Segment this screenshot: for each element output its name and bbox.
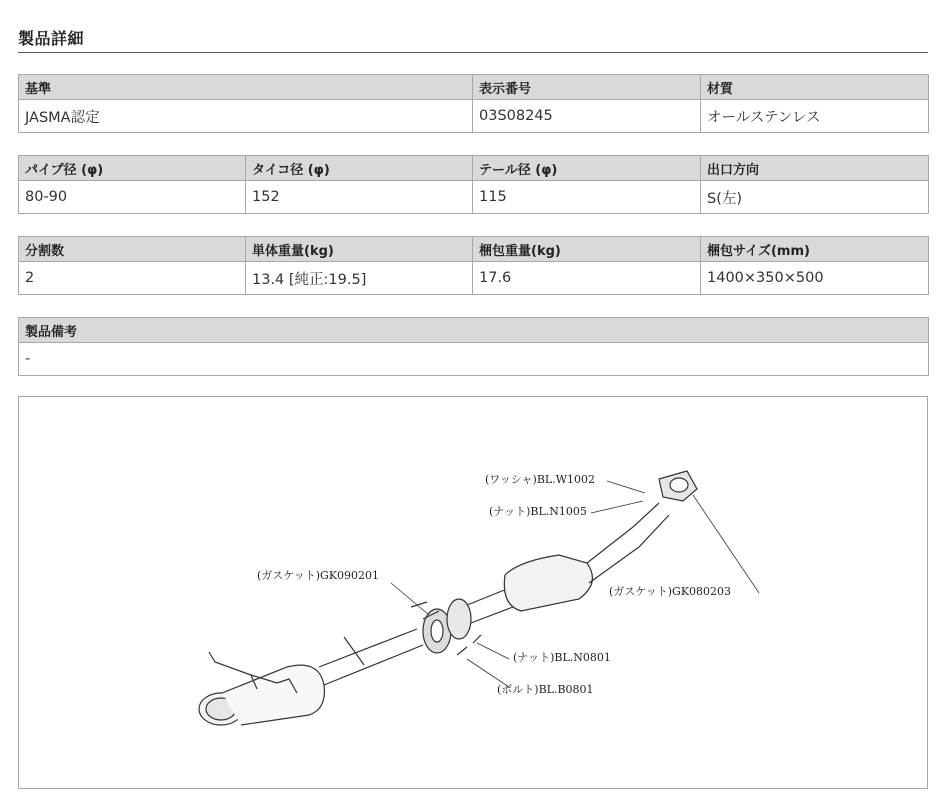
label-bolt: (ボルト)BL.B0801 (497, 683, 594, 696)
value-pipe-diameter: 80-90 (19, 181, 246, 214)
value-package-size: 1400×350×500 (701, 262, 929, 295)
label-gasket-right: (ガスケット)GK080203 (609, 585, 732, 598)
header-unit-weight: 単体重量(kg) (246, 237, 473, 262)
header-package-weight: 梱包重量(kg) (473, 237, 701, 262)
label-gasket-left: (ガスケット)GK090201 (257, 569, 380, 582)
value-silencer-diameter: 152 (246, 181, 473, 214)
value-remarks: - (19, 343, 929, 376)
spec-table-remarks (18, 317, 929, 376)
header-pipe-diameter: パイプ径 (φ) (19, 156, 246, 181)
value-package-weight: 17.6 (473, 262, 701, 295)
header-standard: 基準 (19, 75, 473, 100)
value-material: オールステンレス (701, 100, 929, 133)
header-display-number: 表示番号 (473, 75, 701, 100)
header-silencer-diameter: タイコ径 (φ) (246, 156, 473, 181)
table-header-row (19, 318, 929, 343)
leader-gasket-left (391, 583, 429, 615)
table-row (19, 181, 929, 214)
table-header-row (19, 237, 929, 262)
exhaust-diagram-drawing (19, 397, 927, 788)
value-display-number: 03S08245 (473, 100, 701, 133)
label-nut-top: (ナット)BL.N1005 (489, 505, 587, 518)
label-nut-bottom: (ナット)BL.N0801 (513, 651, 611, 664)
header-material: 材質 (701, 75, 929, 100)
left-flange-hole (431, 620, 443, 642)
value-standard: JASMA認定 (19, 100, 473, 133)
rear-pipe (319, 629, 423, 685)
header-exit-direction: 出口方向 (701, 156, 929, 181)
value-unit-weight: 13.4 [純正:19.5] (246, 262, 473, 295)
title-divider (18, 52, 928, 53)
spec-table-standard (18, 74, 929, 133)
rear-muffler (222, 665, 324, 725)
spec-table-dimensions (18, 155, 929, 214)
table-row (19, 262, 929, 295)
table-header-row (19, 75, 929, 100)
header-package-size: 梱包サイズ(mm) (701, 237, 929, 262)
table-row (19, 100, 929, 133)
table-header-row (19, 156, 929, 181)
leader-nut-top (591, 501, 643, 513)
header-split-count: 分割数 (19, 237, 246, 262)
leader-nut-bottom (477, 643, 509, 659)
spec-table-weights (18, 236, 929, 295)
front-flange-hole (670, 478, 688, 492)
header-remarks: 製品備考 (19, 318, 929, 343)
header-tail-diameter: テール径 (φ) (473, 156, 701, 181)
value-tail-diameter: 115 (473, 181, 701, 214)
label-washer: (ワッシャ)BL.W1002 (485, 473, 595, 486)
leader-gasket-right (693, 495, 759, 593)
page-title: 製品詳細 (18, 29, 85, 48)
value-exit-direction: S(左) (701, 181, 929, 214)
front-pipe (587, 503, 669, 583)
value-split-count: 2 (19, 262, 246, 295)
front-muffler (504, 555, 592, 611)
leader-washer (607, 481, 645, 493)
exhaust-parts-diagram (18, 396, 928, 789)
table-row (19, 343, 929, 376)
